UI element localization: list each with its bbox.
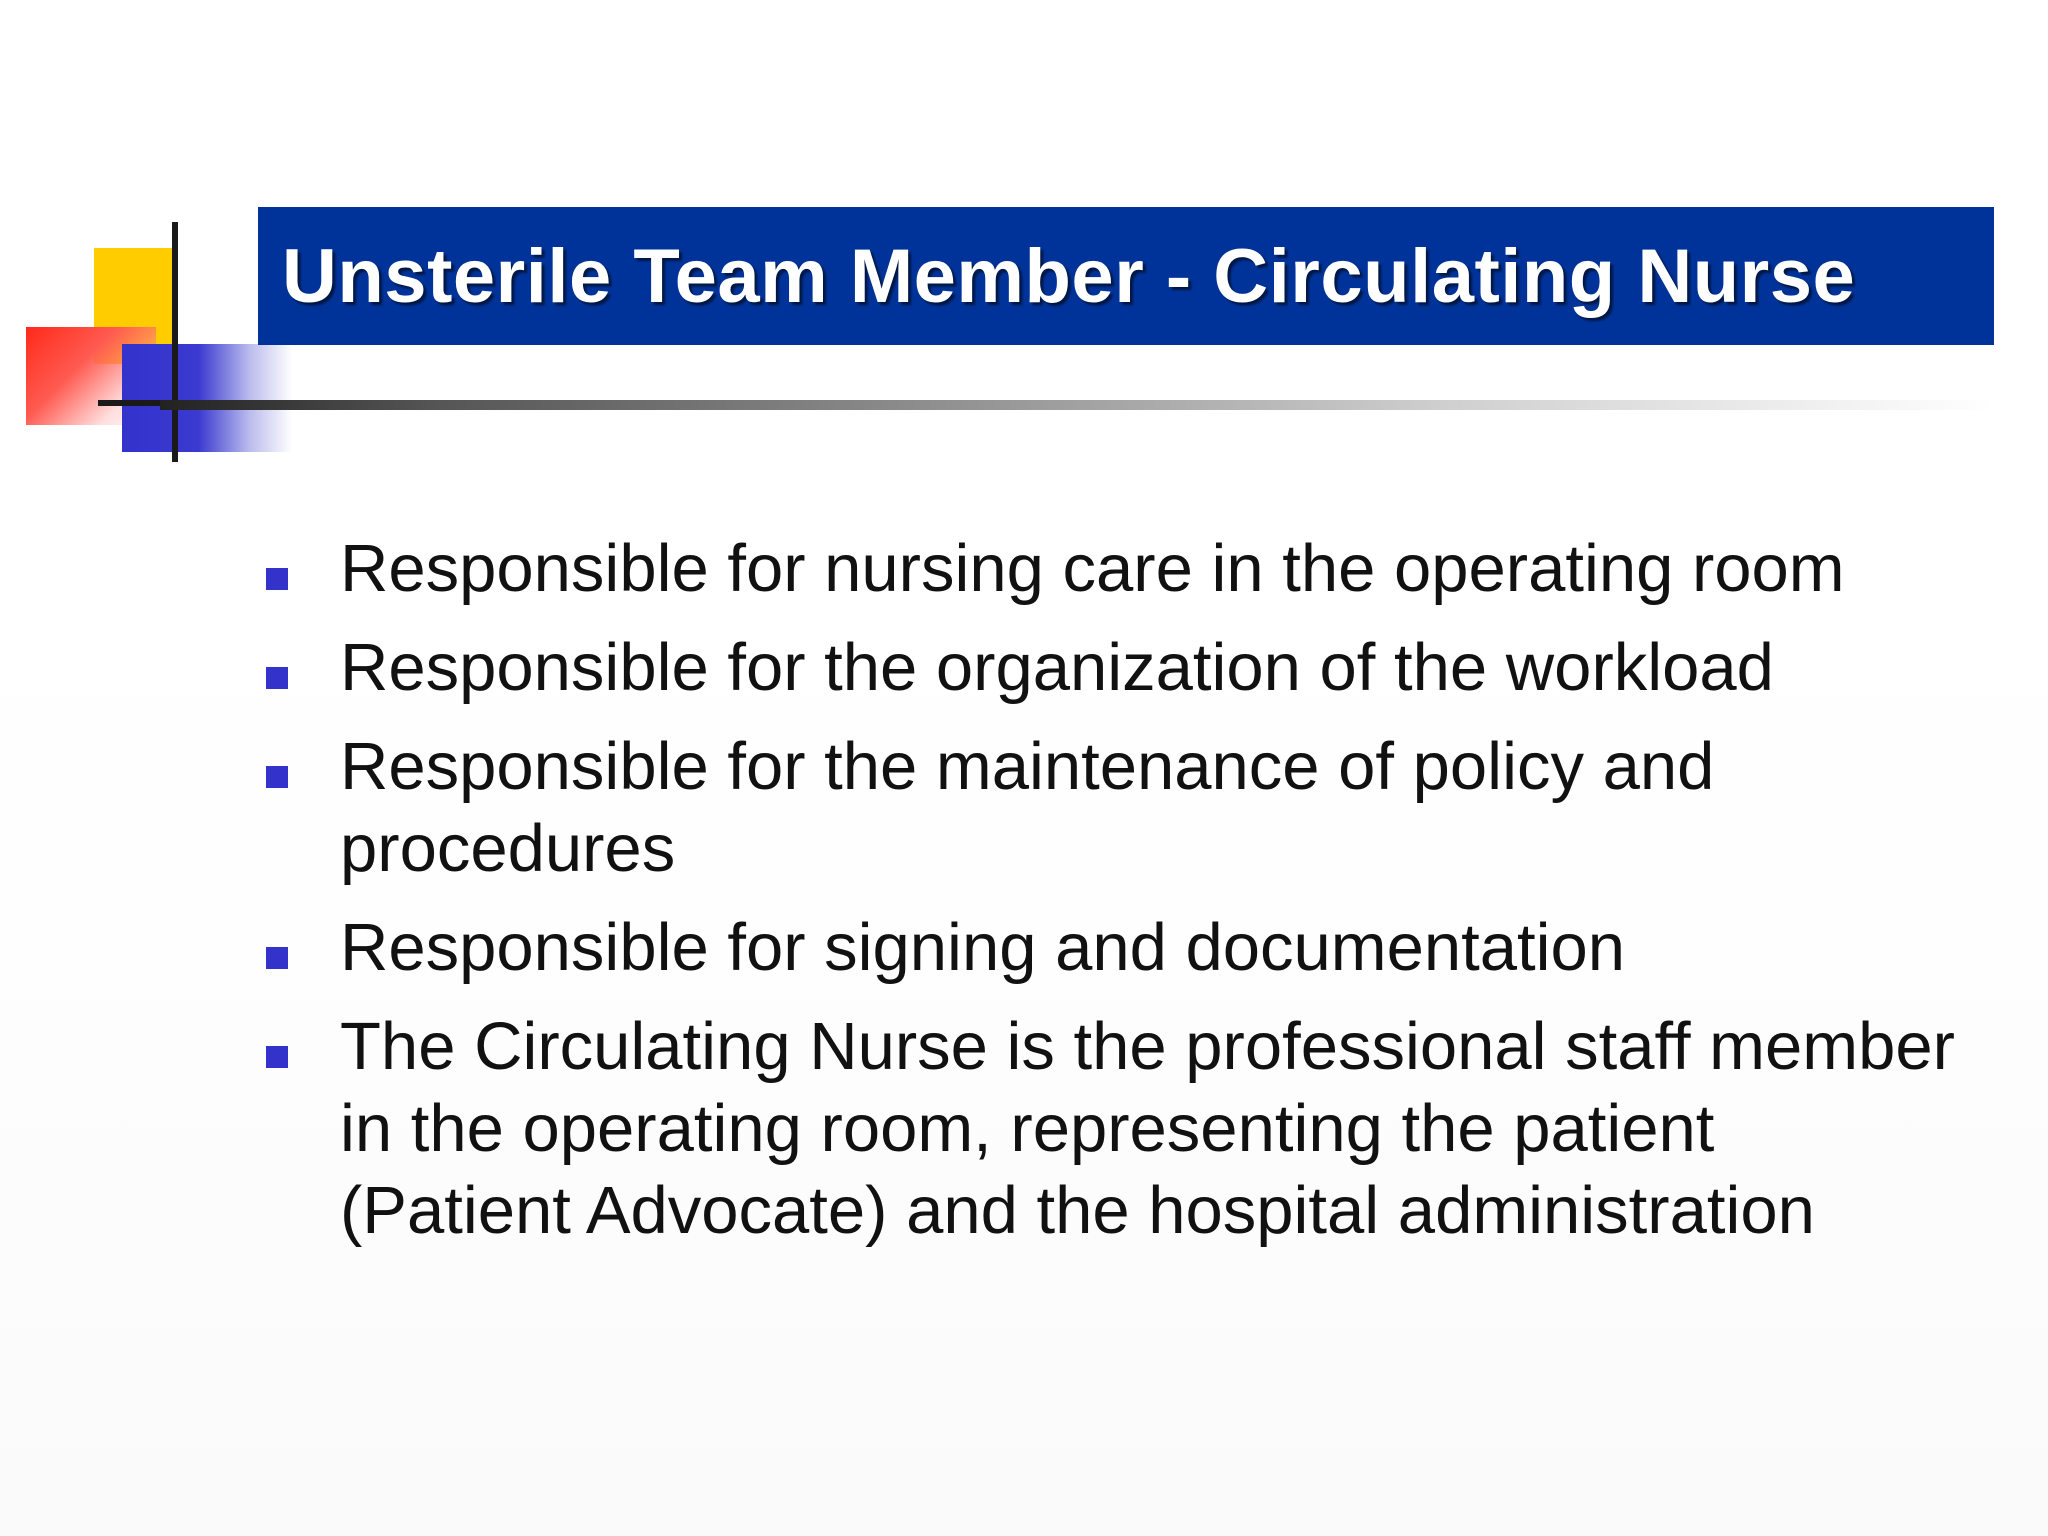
title-underline-rule — [160, 400, 1994, 410]
bullet-text: Responsible for the organization of the workload — [340, 630, 1774, 705]
bullet-item — [262, 627, 1962, 709]
bullet-item — [262, 726, 1962, 890]
decorative-vertical-line — [172, 222, 178, 462]
bullet-text: Responsible for nursing care in the operating room — [340, 531, 1845, 606]
square-bullet-icon — [266, 947, 288, 969]
square-bullet-icon — [266, 766, 288, 788]
square-bullet-icon — [266, 1046, 288, 1068]
decorative-blue-square — [122, 344, 292, 452]
bullet-item — [262, 528, 1962, 610]
square-bullet-icon — [266, 667, 288, 689]
bullet-text: The Circulating Nurse is the professional staff member in the operating room, representing the patient (Patient Advocate) and the hospital administration — [340, 1009, 1955, 1248]
bullet-item — [262, 1006, 1962, 1252]
bullet-item — [262, 907, 1962, 989]
bullet-text: Responsible for signing and documentation — [340, 910, 1626, 985]
bullet-list — [262, 528, 1962, 1269]
slide-title: Unsterile Team Member - Circulating Nurse — [282, 233, 1856, 319]
square-bullet-icon — [266, 568, 288, 590]
bullet-text: Responsible for the maintenance of policy and procedures — [340, 729, 1715, 886]
title-bar — [258, 207, 1994, 345]
